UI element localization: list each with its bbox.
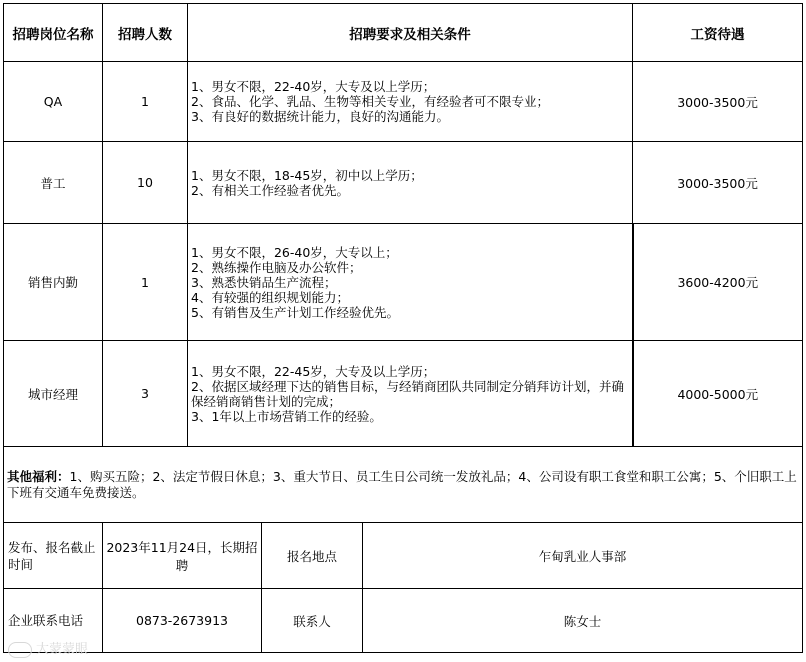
recruitment-table	[3, 3, 803, 653]
requirement-line: 3、1年以上市场营销工作的经验。	[191, 408, 382, 424]
job-requirements	[188, 224, 633, 341]
phone-label: 企业联系电话	[4, 589, 103, 653]
job-position: 普工	[4, 142, 103, 224]
table-row	[4, 224, 803, 341]
requirement-line: 2、熟练操作电脑及办公软件；	[191, 259, 362, 275]
publish-value: 2023年11月24日，长期招聘	[103, 523, 262, 589]
table-row	[4, 62, 803, 142]
table-header-row	[4, 4, 803, 62]
requirement-line: 2、食品、化学、乳品、生物等相关专业，有经验者可不限专业；	[191, 94, 549, 109]
job-salary: 4000-5000元	[633, 341, 803, 447]
header-salary: 工资待遇	[633, 4, 803, 62]
requirement-line: 3、有良好的数据统计能力，良好的沟通能力。	[191, 109, 449, 124]
contact-value: 陈女士	[363, 589, 803, 653]
header-requirements: 招聘要求及相关条件	[188, 4, 633, 62]
requirement-line: 3、熟悉快销品生产流程；	[191, 274, 337, 290]
table-row	[4, 142, 803, 224]
requirement-line: 1、男女不限，22-40岁，大专及以上学历；	[191, 79, 436, 94]
benefits-label: 其他福利：	[7, 468, 70, 484]
job-count: 10	[103, 142, 188, 224]
info-row	[4, 523, 803, 589]
requirement-line: 1、男女不限，26-40岁，大专以上；	[191, 244, 398, 260]
job-requirements	[188, 142, 633, 224]
info-row	[4, 589, 803, 653]
contact-label: 联系人	[262, 589, 363, 653]
benefits-cell	[4, 447, 803, 523]
requirement-line: 2、依据区域经理下达的销售目标，与经销商团队共同制定分销拜访计划，并确保经销商销售计划的完成；	[191, 378, 624, 409]
header-position: 招聘岗位名称	[4, 4, 103, 62]
job-position: QA	[4, 62, 103, 142]
publish-label: 发布、报名截止时间	[4, 523, 103, 589]
requirement-line: 2、有相关工作经验者优先。	[191, 182, 349, 198]
header-count: 招聘人数	[103, 4, 188, 62]
job-position: 销售内勤	[4, 224, 103, 341]
job-position: 城市经理	[4, 341, 103, 447]
requirement-line: 1、男女不限，18-45岁，初中以上学历；	[191, 167, 423, 183]
benefits-text: 1、购买五险；2、法定节假日休息；3、重大节日、员工生日公司统一发放礼品；4、公司设有职工食堂和职工公寓；5、个旧职工上下班有交通车免费接送。	[7, 468, 797, 500]
job-count: 1	[103, 224, 188, 341]
job-salary: 3600-4200元	[633, 224, 803, 341]
job-count: 1	[103, 62, 188, 142]
phone-value: 0873-2673913	[103, 589, 262, 653]
job-count: 3	[103, 341, 188, 447]
location-value: 乍甸乳业人事部	[363, 523, 803, 589]
job-salary: 3000-3500元	[633, 142, 803, 224]
benefits-row	[4, 447, 803, 523]
location-label: 报名地点	[262, 523, 363, 589]
requirement-line: 4、有较强的组织规划能力；	[191, 289, 349, 305]
job-salary: 3000-3500元	[633, 62, 803, 142]
watermark-logo-icon	[8, 642, 32, 658]
requirement-line: 1、男女不限，22-45岁，大专及以上学历；	[191, 363, 436, 379]
job-requirements	[188, 341, 633, 447]
watermark	[8, 638, 88, 658]
table-row	[4, 341, 803, 447]
watermark-text: 大蒙蒙眼	[36, 642, 89, 657]
requirement-line: 5、有销售及生产计划工作经验优先。	[191, 304, 399, 320]
job-requirements	[188, 62, 633, 142]
